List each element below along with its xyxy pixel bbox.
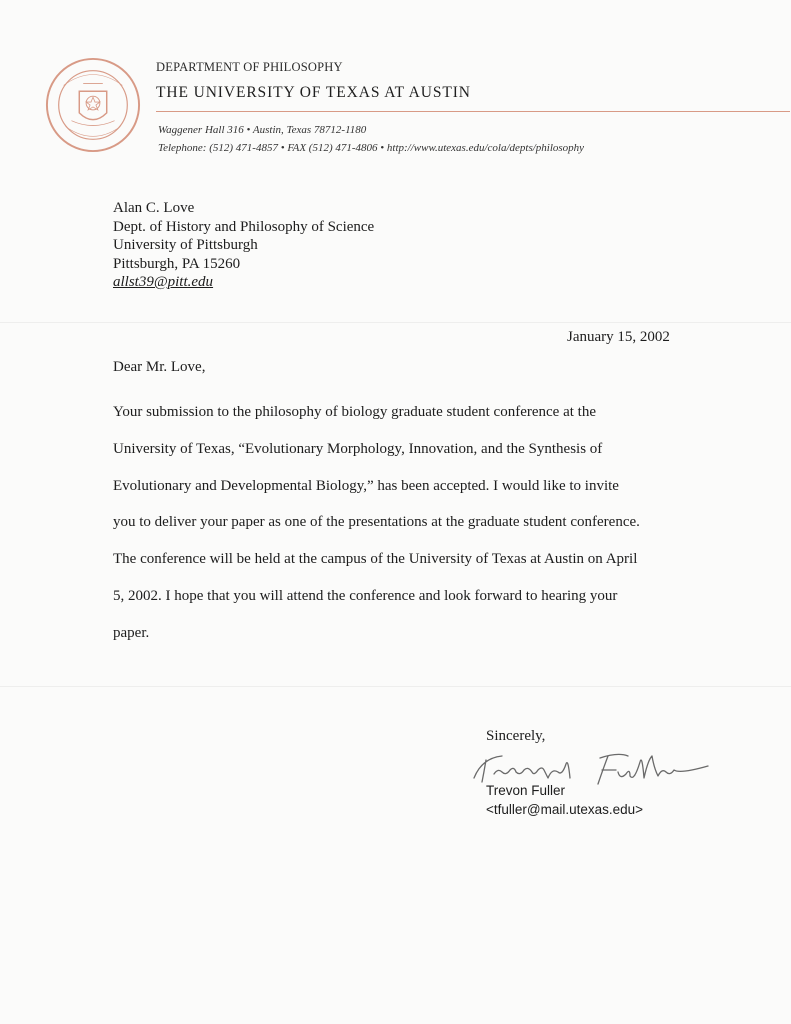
letterhead-address: Waggener Hall 316 • Austin, Texas 78712-1180: [158, 124, 367, 136]
letter-date: January 15, 2002: [567, 329, 670, 345]
letterhead-rule: [156, 111, 790, 112]
closing: Sincerely,: [486, 728, 546, 744]
body-line: Your submission to the philosophy of biology graduate student conference at the: [113, 404, 596, 420]
recipient-city: Pittsburgh, PA 15260: [113, 255, 241, 272]
body-line: The conference will be held at the campus of the University of Texas at Austin on April: [113, 551, 638, 568]
department-name: DEPARTMENT OF PHILOSOPHY: [156, 60, 343, 74]
paper-fold-line: [0, 322, 791, 323]
salutation: Dear Mr. Love,: [113, 359, 206, 375]
letter-body: [113, 394, 673, 652]
body-line: 5, 2002. I hope that you will attend the conference and look forward to hearing your: [113, 587, 618, 604]
recipient-name: Alan C. Love: [113, 200, 195, 216]
letterhead-contact: Telephone: (512) 471-4857 • FAX (512) 471-4806 • http://www.utexas.edu/cola/depts/philosophy: [158, 142, 585, 154]
university-name: THE UNIVERSITY OF TEXAS AT AUSTIN: [156, 84, 471, 101]
recipient-institution: University of Pittsburgh: [113, 237, 258, 253]
signer-block: [486, 781, 643, 819]
signer-email: <tfuller@mail.utexas.edu>: [486, 802, 644, 817]
recipient-department: Dept. of History and Philosophy of Science: [113, 218, 375, 235]
body-line: Evolutionary and Developmental Biology,” has been accepted. I would like to invite: [113, 477, 619, 494]
recipient-block: [113, 199, 374, 292]
body-line: paper.: [113, 624, 150, 641]
recipient-email: allst39@pitt.edu: [113, 274, 214, 290]
paper-fold-line: [0, 686, 791, 687]
body-line: University of Texas, “Evolutionary Morphology, Innovation, and the Synthesis of: [113, 440, 603, 457]
body-line: you to deliver your paper as one of the presentations at the graduate student conference.: [113, 514, 640, 531]
university-seal-icon: [44, 56, 142, 154]
signer-name: Trevon Fuller: [486, 783, 566, 798]
